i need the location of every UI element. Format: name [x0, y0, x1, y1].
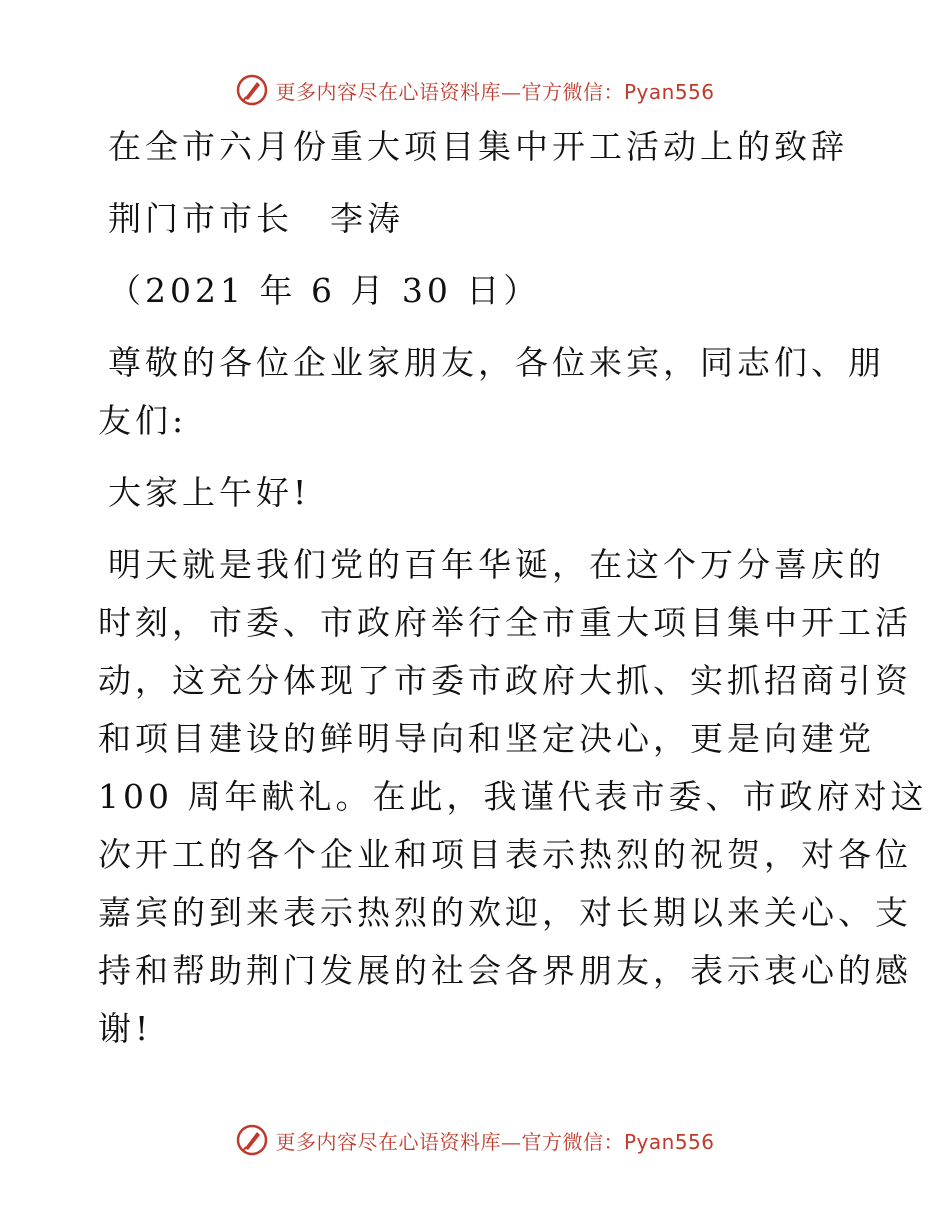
body-line: 时刻，市委、市政府举行全市重大项目集中开工活: [98, 603, 912, 642]
footer-watermark-banner: [0, 1120, 950, 1160]
body-paragraph: [98, 536, 928, 1058]
body-line: 动，这充分体现了市委市政府大抓、实抓招商引资: [98, 661, 912, 700]
body-line: 和项目建设的鲜明导向和坚定决心，更是向建党: [98, 719, 875, 758]
salutation-line: 友们:: [98, 401, 188, 440]
quill-circle-logo-icon: [235, 1123, 269, 1157]
quill-circle-logo-icon: [235, 73, 269, 107]
document-date: （2021 年 6 月 30 日）: [108, 271, 541, 310]
body-line: 持和帮助荆门发展的社会各界朋友，表示衷心的感: [98, 951, 912, 990]
footer-banner-text: 更多内容尽在心语资料库—官方微信：Pyan556: [275, 1129, 715, 1154]
document-title: 在全市六月份重大项目集中开工活动上的致辞: [108, 127, 848, 166]
salutation-paragraph: [98, 334, 885, 450]
footer-wechat-id: Pyan556: [623, 1129, 715, 1154]
body-line: 嘉宾的到来表示热烈的欢迎，对长期以来关心、支: [98, 893, 912, 932]
header-banner-text: 更多内容尽在心语资料库—官方微信：Pyan556: [275, 79, 715, 104]
document-author: 荆门市市长 李涛: [108, 199, 404, 238]
body-line: 次开工的各个企业和项目表示热烈的祝贺，对各位: [98, 835, 912, 874]
document-body: [98, 118, 928, 1058]
salutation-line: 尊敬的各位企业家朋友，各位来宾，同志们、朋: [108, 343, 885, 382]
body-line: 谢!: [98, 1009, 153, 1048]
body-line: 明天就是我们党的百年华诞，在这个万分喜庆的: [108, 545, 885, 584]
greeting: 大家上午好!: [108, 473, 311, 512]
body-line: 100 周年献礼。在此，我谨代表市委、市政府对这: [98, 777, 928, 816]
header-watermark-banner: [0, 70, 950, 110]
header-wechat-id: Pyan556: [623, 79, 715, 104]
